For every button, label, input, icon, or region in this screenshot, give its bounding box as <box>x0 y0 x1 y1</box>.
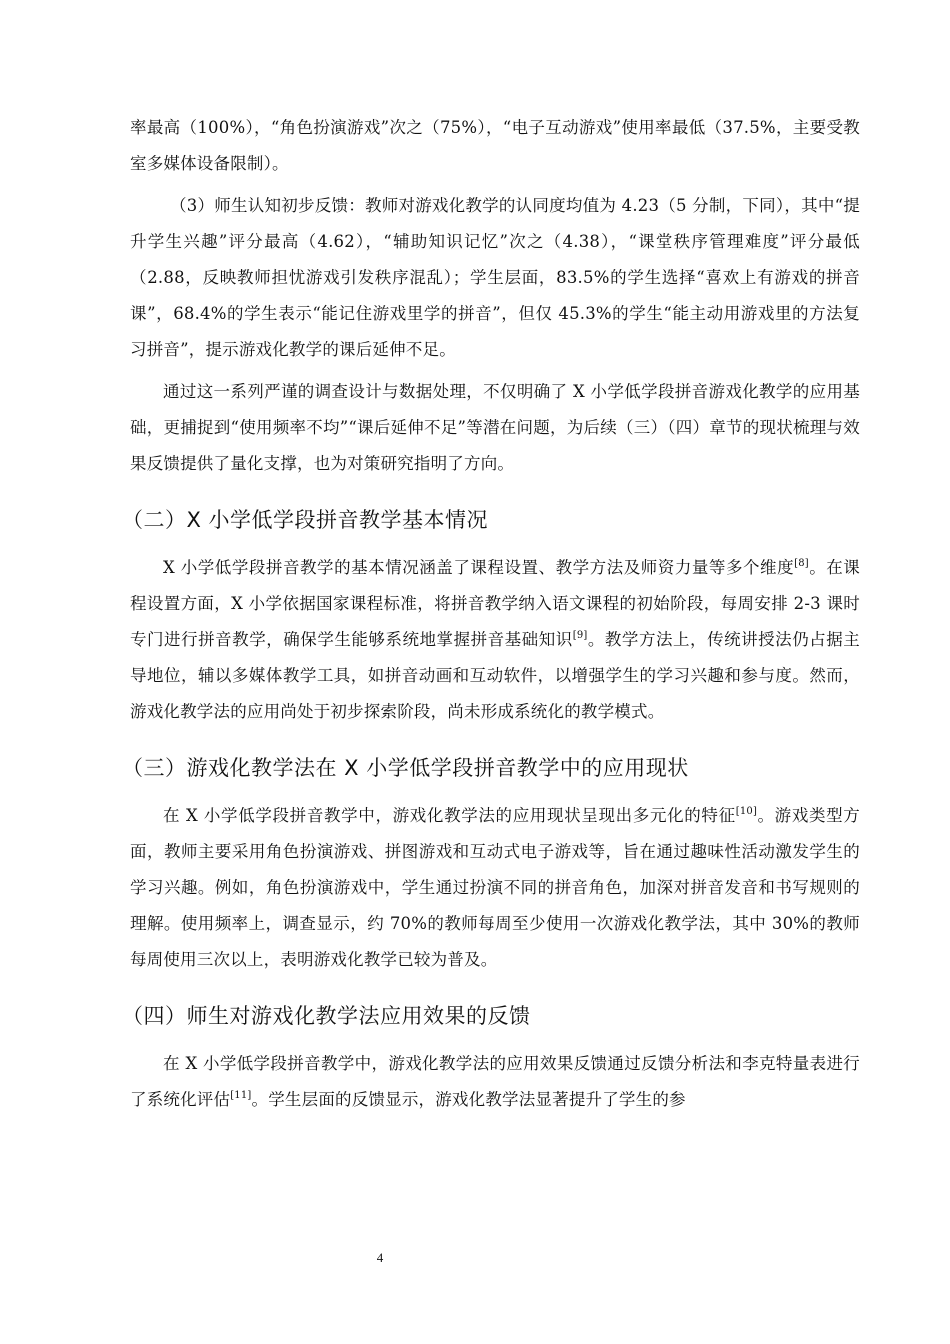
paragraph-text: 。教学方法上，传统讲授法仍占据主导地位，辅以多媒体教学工具，如拼音动画和互动软件，以增强学生的学习兴趣和参与度。然而，游戏化教学法的应用尚处于初步探索阶段，尚未形成系统化的教学模式。 <box>130 630 860 721</box>
section-heading: （四）师生对游戏化教学法应用效果的反馈 <box>122 1004 531 1028</box>
paragraph-text: 。游戏类型方面，教师主要采用角色扮演游戏、拼图游戏和互动式电子游戏等，旨在通过趣味性活动激发学生的学习兴趣。例如，角色扮演游戏中，学生通过扮演不同的拼音角色，加深对拼音发音和书写规则的理解。使用频率上，调查显示，约 70%的教师每周至少使用一次游戏化教学法，其中 30%的教师每周使用三次以上，表明游戏化教学已较为普及。 <box>130 806 860 969</box>
body-paragraph: 通过这一系列严谨的调查设计与数据处理，不仅明确了 X 小学低学段拼音游戏化教学的应用基础，更捕捉到“使用频率不均”“课后延伸不足”等潜在问题，为后续（三）（四）章节的现状梳理与效果反馈提供了量化支撑，也为对策研究指明了方向。 <box>130 382 860 473</box>
body-paragraph: （3）师生认知初步反馈：教师对游戏化教学的认同度均值为 4.23（5 分制，下同），其中“提升学生兴趣”评分最高（4.62），“辅助知识记忆”次之（4.38），“课堂秩序管理难度”评分最低（2.88，反映教师担忧游戏引发秩序混乱）；学生层面，83.5%的学生选择“喜欢上有游戏的拼音课”，68.4%的学生表示“能记住游戏里学的拼音”，但仅 45.3%的学生“能主动用游戏里的方法复习拼音”，提示游戏化教学的课后延伸不足。 <box>130 196 860 359</box>
citation-ref: [11] <box>230 1090 252 1101</box>
body-paragraph <box>130 550 860 730</box>
section-heading: （二）X 小学低学段拼音教学基本情况 <box>122 508 489 532</box>
citation-ref: [9] <box>572 630 588 641</box>
citation-ref: [8] <box>794 558 809 569</box>
document-body <box>122 110 860 1124</box>
citation-ref: [10] <box>735 806 758 817</box>
body-paragraph <box>130 1046 860 1118</box>
paragraph-text: 在 X 小学低学段拼音教学中，游戏化教学法的应用效果反馈通过反馈分析法和李克特量表进行了系统化评估 <box>130 1054 860 1109</box>
paragraph-text: 在 X 小学低学段拼音教学中，游戏化教学法的应用现状呈现出多元化的特征 <box>163 806 736 825</box>
paragraph-text: X 小学低学段拼音教学的基本情况涵盖了课程设置、教学方法及师资力量等多个维度 <box>163 558 795 577</box>
paragraph-text: 。在课程设置方面，X 小学依据国家课程标准，将拼音教学纳入语文课程的初始阶段，每周安排 2-3 课时专门进行拼音教学，确保学生能够系统地掌握拼音基础知识 <box>130 558 860 649</box>
body-paragraph <box>130 798 860 978</box>
page-number: 4 <box>376 1250 384 1265</box>
body-paragraph: 率最高（100%），“角色扮演游戏”次之（75%），“电子互动游戏”使用率最低（37.5%，主要受教室多媒体设备限制）。 <box>130 118 860 173</box>
paragraph-text: 。学生层面的反馈显示，游戏化教学法显著提升了学生的参 <box>251 1090 686 1109</box>
section-heading: （三）游戏化教学法在 X 小学低学段拼音教学中的应用现状 <box>122 756 689 780</box>
